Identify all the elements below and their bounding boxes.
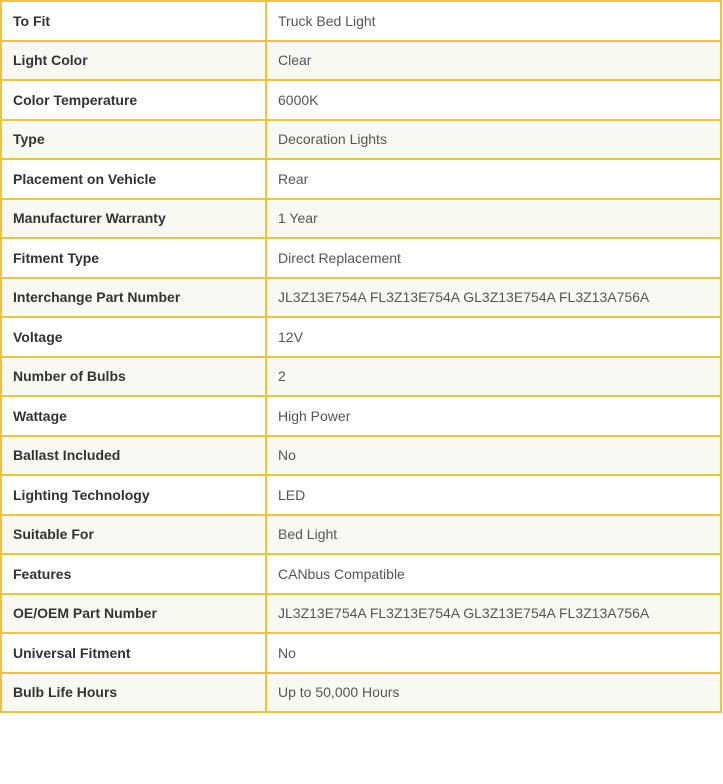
spec-value: 12V bbox=[266, 317, 721, 357]
table-row bbox=[1, 396, 721, 436]
spec-label: Number of Bulbs bbox=[1, 357, 266, 397]
table-row bbox=[1, 80, 721, 120]
spec-label: Interchange Part Number bbox=[1, 278, 266, 318]
spec-value: JL3Z13E754A FL3Z13E754A GL3Z13E754A FL3Z13A756A bbox=[266, 278, 721, 318]
table-row bbox=[1, 199, 721, 239]
table-row bbox=[1, 278, 721, 318]
spec-label: Lighting Technology bbox=[1, 475, 266, 515]
spec-value: LED bbox=[266, 475, 721, 515]
table-row bbox=[1, 633, 721, 673]
spec-label: Type bbox=[1, 120, 266, 160]
spec-label: Voltage bbox=[1, 317, 266, 357]
table-row bbox=[1, 1, 721, 41]
spec-value: Direct Replacement bbox=[266, 238, 721, 278]
table-row bbox=[1, 41, 721, 81]
spec-label: Universal Fitment bbox=[1, 633, 266, 673]
spec-value: Clear bbox=[266, 41, 721, 81]
spec-value: 2 bbox=[266, 357, 721, 397]
spec-value: Bed Light bbox=[266, 515, 721, 555]
spec-label: Suitable For bbox=[1, 515, 266, 555]
spec-value: Decoration Lights bbox=[266, 120, 721, 160]
spec-value: Up to 50,000 Hours bbox=[266, 673, 721, 713]
spec-label: Bulb Life Hours bbox=[1, 673, 266, 713]
table-row bbox=[1, 159, 721, 199]
spec-label: Manufacturer Warranty bbox=[1, 199, 266, 239]
table-row bbox=[1, 475, 721, 515]
spec-label: To Fit bbox=[1, 1, 266, 41]
table-row bbox=[1, 120, 721, 160]
spec-label: Light Color bbox=[1, 41, 266, 81]
spec-label: Ballast Included bbox=[1, 436, 266, 476]
table-row bbox=[1, 515, 721, 555]
spec-label: Wattage bbox=[1, 396, 266, 436]
spec-value: High Power bbox=[266, 396, 721, 436]
spec-label: Features bbox=[1, 554, 266, 594]
spec-value: No bbox=[266, 633, 721, 673]
spec-value: 6000K bbox=[266, 80, 721, 120]
spec-value: 1 Year bbox=[266, 199, 721, 239]
table-row bbox=[1, 238, 721, 278]
table-row bbox=[1, 436, 721, 476]
spec-value: JL3Z13E754A FL3Z13E754A GL3Z13E754A FL3Z13A756A bbox=[266, 594, 721, 634]
table-row bbox=[1, 554, 721, 594]
spec-value: No bbox=[266, 436, 721, 476]
spec-label: OE/OEM Part Number bbox=[1, 594, 266, 634]
spec-value: CANbus Compatible bbox=[266, 554, 721, 594]
table-row bbox=[1, 594, 721, 634]
spec-value: Truck Bed Light bbox=[266, 1, 721, 41]
spec-label: Color Temperature bbox=[1, 80, 266, 120]
spec-label: Placement on Vehicle bbox=[1, 159, 266, 199]
spec-value: Rear bbox=[266, 159, 721, 199]
spec-label: Fitment Type bbox=[1, 238, 266, 278]
table-row bbox=[1, 673, 721, 713]
table-row bbox=[1, 357, 721, 397]
table-row bbox=[1, 317, 721, 357]
